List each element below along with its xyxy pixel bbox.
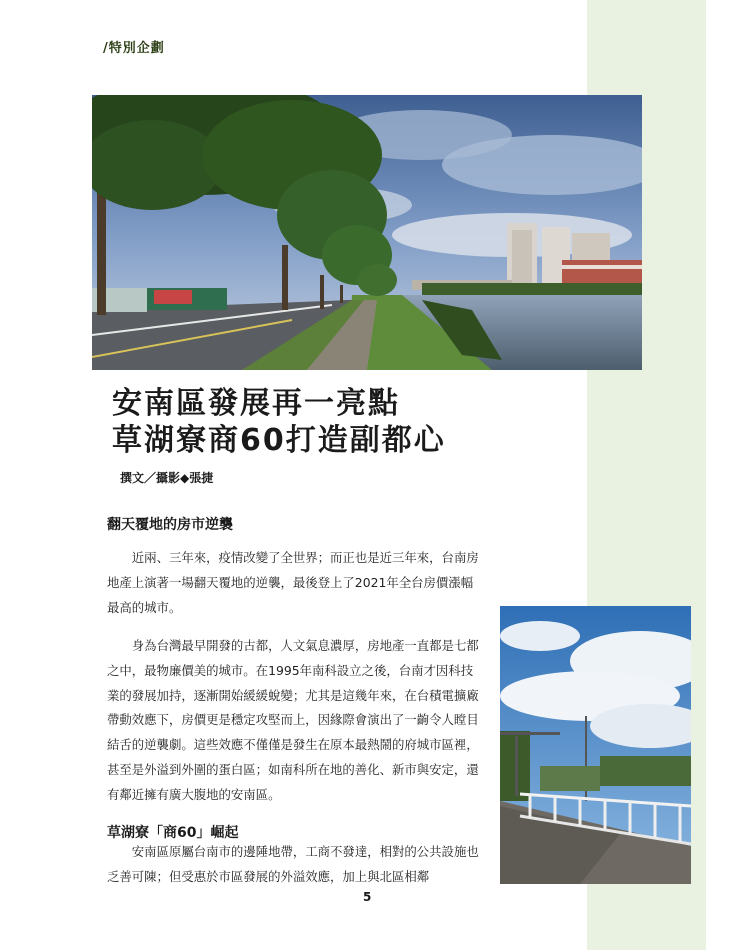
- page-number: 5: [363, 890, 372, 904]
- byline: 撰文／攝影◆張捷: [120, 471, 214, 485]
- paragraph-2: 身為台灣最早開發的古都，人文氣息濃厚，房地產一直都是七都之中，最物廉價美的城市。在1995年南科設立之後，台南才因科技業的發展加持，逐漸開始緩緩蛻變；尤其是這幾年來，在台積電擴廠帶動效應下，房價更是穩定攻堅而上，因緣際會演出了一齣令人瞠目結舌的逆襲劇。這些效應不僅僅是發生在原本最熱鬧的府城市區裡，甚至是外溢到外圍的蛋白區；如南科所在地的善化、新市與安定，還有鄰近擁有廣大腹地的安南區。: [107, 638, 479, 802]
- title-line-1: 安南區發展再一亮點: [112, 386, 400, 421]
- hero-photo: [92, 95, 642, 370]
- page-edge: [706, 0, 740, 950]
- section-heading-2: 草湖寮「商60」崛起: [107, 825, 239, 841]
- article-title: [112, 385, 446, 459]
- paragraph-1: 近兩、三年來，疫情改變了全世界；而正也是近三年來，台南房地產上演著一場翻天覆地的逆襲，最後登上了2021年全台房價漲幅最高的城市。: [107, 550, 479, 615]
- section-tag: /特別企劃: [103, 41, 165, 56]
- side-photo: [500, 606, 691, 884]
- title-line-2: 草湖寮商60打造副都心: [112, 423, 446, 458]
- section-heading-1: 翻天覆地的房市逆襲: [107, 517, 233, 533]
- paragraph-3: 安南區原屬台南市的邊陲地帶，工商不發達，相對的公共設施也乏善可陳；但受惠於市區發展的外溢效應，加上與北區相鄰: [107, 844, 479, 884]
